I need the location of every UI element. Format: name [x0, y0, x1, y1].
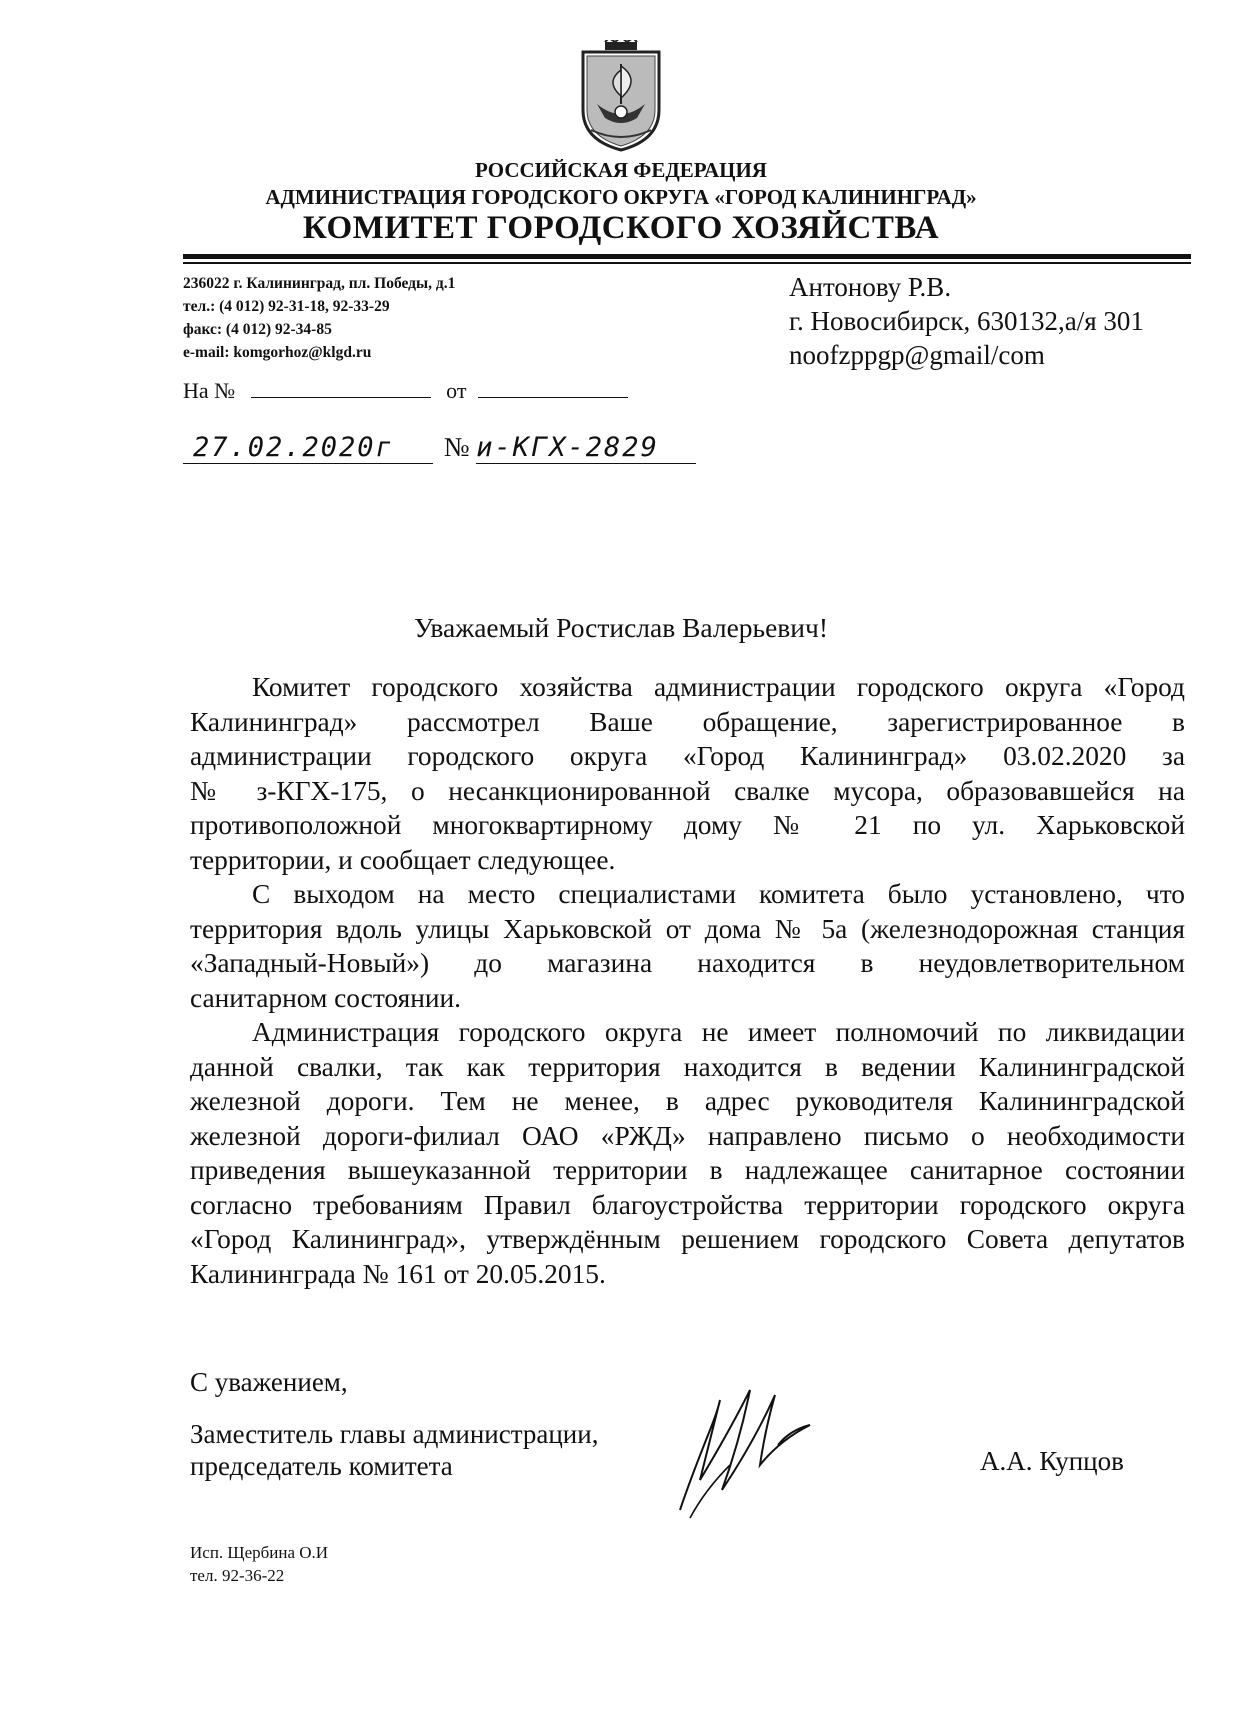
recipient-email: noofzppgp@gmail/com — [789, 340, 1045, 370]
outgoing-number-label: № — [443, 432, 470, 462]
sender-fax: факс: (4 012) 92-34-85 — [183, 321, 332, 338]
paragraph-1-line: противоположной многоквартирному дому № 21 по ул. Харьковской — [190, 810, 1185, 840]
salutation: Уважаемый Ростислав Валерьевич! — [414, 612, 828, 643]
paragraph-1-line: № з-КГХ-175, о несанкционированной свалке мусора, образовавшейся на — [190, 775, 1185, 806]
paragraph-2-line: санитарном состоянии. — [190, 982, 462, 1013]
closing-regards: С уважением, — [190, 1367, 348, 1397]
paragraph-3-line: данной свалки, так как территория находится в ведении Калининградской — [190, 1051, 1185, 1082]
outgoing-date: 27.02.2020г — [183, 432, 433, 464]
signatory-name: А.А. Купцов — [980, 1446, 1124, 1476]
paragraph-3-line: железной дороги. Тем не менее, в адрес руководителя Калининградской — [190, 1086, 1185, 1116]
recipient-address: г. Новосибирск, 630132,а/я 301 — [789, 306, 1144, 336]
paragraph-1-line: администрации городского округа «Город Калининград» 03.02.2020 за — [190, 741, 1185, 771]
paragraph-3-line: Администрация городского округа не имеет полномочий по ликвидации — [252, 1017, 1185, 1047]
sender-phone: тел.: (4 012) 92-31-18, 92-33-29 — [183, 298, 390, 315]
coat-of-arms-icon — [575, 40, 667, 152]
outgoing-reference — [183, 432, 696, 464]
letterhead-country: РОССИЙСКАЯ ФЕДЕРАЦИЯ — [475, 158, 767, 182]
paragraph-2-line: территория вдоль улицы Харьковской от дома № 5а (железнодорожная станция — [190, 913, 1185, 944]
letterhead-administration: АДМИНИСТРАЦИЯ ГОРОДСКОГО ОКРУГА «ГОРОД КАЛИНИНГРАД» — [265, 185, 977, 209]
outgoing-number: и-КГХ-2829 — [476, 432, 696, 464]
paragraph-3-line: приведения вышеуказанной территории в надлежащее санитарное состоянии — [190, 1155, 1185, 1185]
paragraph-3 — [190, 1015, 1185, 1291]
recipient-name: Антонову Р.В. — [789, 272, 952, 302]
paragraph-3-line: Калининграда № 161 от 20.05.2015. — [190, 1258, 606, 1289]
signature-icon — [660, 1370, 840, 1520]
paragraph-3-line: согласно требованиям Правил благоустройства территории городского округа — [190, 1189, 1185, 1220]
paragraph-1 — [190, 670, 1185, 877]
signatory-position-line-1: Заместитель главы администрации, — [190, 1419, 599, 1449]
paragraph-1-line: Комитет городского хозяйства администрации городского округа «Город — [252, 672, 1185, 702]
letterhead-rule-thick — [183, 254, 1191, 259]
executor-name: Исп. Щербина О.И — [190, 1543, 329, 1562]
sender-email: e-mail: komgorhoz@klgd.ru — [183, 344, 372, 361]
letterhead-committee: КОМИТЕТ ГОРОДСКОГО ХОЗЯЙСТВА — [302, 210, 940, 246]
paragraph-2-line: С выходом на место специалистами комитета было установлено, что — [252, 879, 1185, 909]
sender-address: 236022 г. Калининград, пл. Победы, д.1 — [183, 275, 456, 292]
signatory-position-line-2: председатель комитета — [190, 1451, 453, 1481]
paragraph-3-line: «Город Калининград», утверждённым решением городского Совета депутатов — [190, 1224, 1185, 1254]
paragraph-3-line: железной дороги-филиал ОАО «РЖД» направлено письмо о необходимости — [190, 1120, 1185, 1151]
reference-line — [183, 378, 628, 404]
letterhead-rule-thin — [183, 262, 1191, 264]
paragraph-2-line: «Западный-Новый») до магазина находится в неудовлетворительном — [190, 948, 1185, 978]
executor-phone: тел. 92-36-22 — [190, 1566, 285, 1585]
reference-ot-label: от — [446, 378, 467, 403]
paragraph-1-line: Калининград» рассмотрел Ваше обращение, зарегистрированное в — [190, 706, 1185, 737]
reference-number-blank — [251, 397, 431, 398]
reference-date-blank — [478, 397, 628, 398]
paragraph-1-line: территории, и сообщает следующее. — [190, 844, 616, 875]
reference-na-label: На № — [183, 378, 236, 403]
paragraph-2 — [190, 877, 1185, 1015]
